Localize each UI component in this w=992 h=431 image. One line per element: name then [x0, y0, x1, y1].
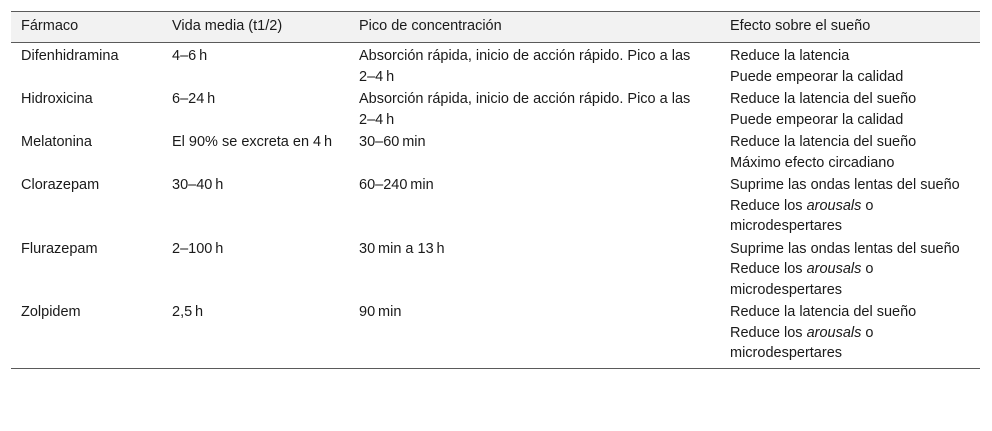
cell-peak-concentration: 60–240 min [359, 177, 434, 193]
header-row [11, 12, 980, 43]
cell-drug: Zolpidem [11, 301, 162, 368]
cell-half-life: 30–40 h [172, 177, 224, 193]
effect-text: Reduce los [730, 197, 807, 214]
cell-half-life: 2,5 h [162, 301, 349, 368]
cell-sleep-effect [720, 174, 980, 238]
effect-line: Suprime las ondas lentas del sueño [730, 177, 960, 193]
cell-peak-concentration: Absorción rápida, inicio de acción rápido. Pico a las 2–4 h [359, 48, 691, 85]
table-row [11, 174, 980, 238]
drug-table-container [11, 11, 980, 369]
header-sleep-effect: Efecto sobre el sueño [720, 12, 980, 43]
cell-sleep-effect [720, 301, 980, 368]
effect-line: Puede empeorar la calidad [730, 68, 904, 85]
effect-line [730, 259, 970, 300]
effect-text: o microdespertares [730, 197, 874, 234]
cell-drug: Clorazepam [21, 177, 100, 193]
cell-half-life: 4–6 h [172, 48, 208, 64]
header-half-life: Vida media (t1/2) [162, 12, 349, 43]
cell-drug: Hidroxicina [21, 91, 93, 107]
table-row [11, 88, 980, 131]
cell-drug: Difenhidramina [21, 48, 119, 64]
cell-sleep-effect [720, 88, 980, 131]
table-header [11, 12, 980, 43]
effect-text: o microdespertares [730, 261, 874, 298]
header-drug: Fármaco [11, 12, 162, 43]
effect-text: o microdespertares [730, 324, 874, 361]
cell-peak-concentration: 30 min a 13 h [359, 240, 445, 257]
effect-line: Reduce la latencia del sueño [730, 91, 917, 107]
cell-peak-concentration: 30–60 min [359, 134, 426, 150]
effect-emphasis: arousals [806, 324, 862, 341]
effect-line: Reduce la latencia [730, 48, 850, 64]
effect-line: Suprime las ondas lentas del sueño [730, 240, 960, 257]
cell-half-life: 6–24 h [172, 91, 216, 107]
effect-text: Reduce los [730, 261, 807, 277]
cell-half-life: 2–100 h [172, 240, 224, 257]
effect-line [730, 196, 970, 237]
cell-peak-concentration: 90 min [349, 301, 720, 368]
table-body [11, 43, 980, 369]
effect-line: Reduce la latencia del sueño [730, 304, 917, 320]
effect-line [730, 323, 970, 364]
table-row [11, 238, 980, 302]
effect-line: Máximo efecto circadiano [730, 154, 895, 171]
drug-table [11, 11, 980, 369]
effect-text: Reduce los [730, 324, 807, 341]
cell-half-life: El 90% se excreta en 4 h [172, 134, 333, 150]
cell-sleep-effect [720, 238, 980, 302]
cell-sleep-effect [720, 43, 980, 89]
cell-drug: Melatonina [21, 134, 92, 150]
table-row [11, 301, 980, 368]
table-row [11, 43, 980, 89]
table-row [11, 131, 980, 174]
cell-drug: Flurazepam [21, 240, 98, 257]
header-peak-concentration: Pico de concentración [349, 12, 720, 43]
cell-peak-concentration: Absorción rápida, inicio de acción rápido. Pico a las 2–4 h [359, 91, 691, 128]
effect-emphasis: arousals [806, 261, 862, 277]
effect-emphasis: arousals [806, 197, 862, 214]
effect-line: Puede empeorar la calidad [730, 111, 904, 128]
cell-sleep-effect [720, 131, 980, 174]
effect-line: Reduce la latencia del sueño [730, 134, 917, 150]
